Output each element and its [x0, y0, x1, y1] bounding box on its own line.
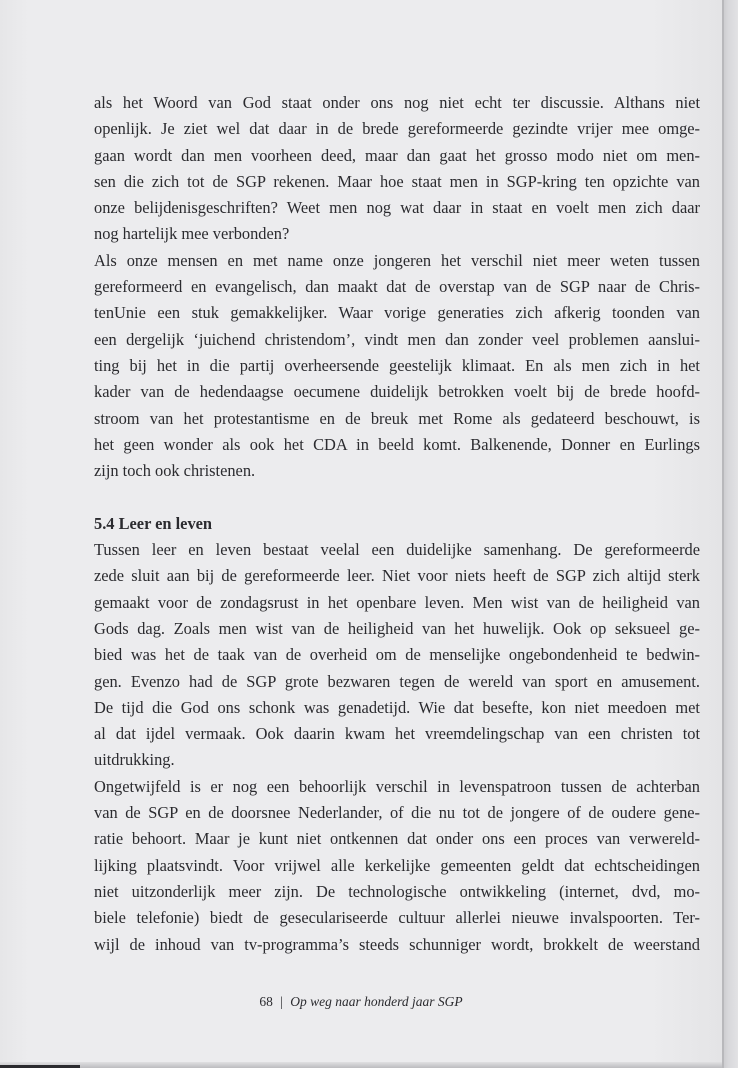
paragraph-2-line: tenUnie een stuk gemakkelijker. Waar vorige generaties zich afkerig toonden van	[94, 303, 700, 323]
section-heading: 5.4 Leer en leven	[94, 513, 213, 533]
paragraph-4-line: niet uitzonderlijk meer zijn. De technologische ontwikkeling (internet, dvd, mo-	[94, 881, 700, 901]
paragraph-2-line: ting bij het in die partij overheersende geestelijk klimaat. En als men zich in het	[94, 355, 700, 375]
body-text	[94, 90, 700, 958]
paragraph-2-line: gereformeerd en evangelisch, dan maakt dat de overstap van de SGP naar de Chris-	[94, 277, 700, 297]
paragraph-3-line: bied was het de taak van de overheid om de menselijke ongebondenheid te bedwin-	[94, 645, 700, 665]
paragraph-2	[94, 248, 700, 485]
paragraph-4-line: lijking plaatsvindt. Voor vrijwel alle kerkelijke gemeenten geldt dat echtscheidingen	[94, 855, 700, 875]
paragraph-2-line: zijn toch ook christenen.	[94, 461, 256, 481]
paragraph-3-line: gemaakt voor de zondagsrust in het openbare leven. Men wist van de heiligheid van	[94, 592, 700, 612]
paragraph-3-line: Gods dag. Zoals men wist van de heiligheid van het huwelijk. Ook op seksueel ge-	[94, 618, 700, 638]
paragraph-4-line: van de SGP en de doorsnee Nederlander, of die nu tot de jongere of de oudere gene-	[94, 803, 700, 823]
paragraph-3	[94, 537, 700, 774]
paragraph-1-line: als het Woord van God staat onder ons nog niet echt ter discussie. Althans niet	[94, 93, 700, 112]
page-edge-shadow	[722, 0, 738, 1068]
paragraph-4-line: biele telefonie) biedt de geseculariseerde cultuur allerlei nieuwe invalspoorten. Ter-	[94, 908, 700, 928]
paragraph-4-line: wijl de inhoud van tv-programma’s steeds schunniger wordt, brokkelt de weerstand	[94, 934, 700, 954]
page-bottom-edge	[0, 1062, 722, 1068]
paragraph-1-line: nog hartelijk mee verbonden?	[94, 224, 290, 244]
paragraph-1-line: onze belijdenisgeschriften? Weet men nog wat daar in staat en voelt men zich daar	[94, 198, 700, 218]
paragraph-2-line: stroom van het protestantisme en de breuk met Rome als gedateerd beschouwt, is	[94, 408, 700, 428]
paragraph-3-line: zede sluit aan bij de gereformeerde leer. Niet voor niets heeft de SGP zich altijd sterk	[94, 566, 700, 586]
paragraph-1-line: gaan wordt dan men voorheen deed, maar dan gaat het grosso modo niet om men-	[94, 145, 700, 165]
paragraph-3-line: uitdrukking.	[94, 750, 175, 770]
paragraph-3-line: Tussen leer en leven bestaat veelal een duidelijke samenhang. De gereformeerde	[94, 540, 700, 560]
paragraph-1	[94, 90, 700, 248]
paragraph-1-line: openlijk. Je ziet wel dat daar in de brede gereformeerde gezindte vrijer mee omge-	[94, 119, 700, 139]
paragraph-2-line: het geen wonder als ook het CDA in beeld komt. Balkenende, Donner en Eurlings	[94, 434, 700, 454]
paragraph-3-line: al dat ijdel vermaak. Ook daarin kwam het vreemdelingschap van een christen tot	[94, 724, 700, 744]
book-title: Op weg naar honderd jaar SGP	[290, 994, 463, 1009]
paragraph-3-line: De tijd die God ons schonk was genadetijd. Wie dat besefte, kon niet meedoen met	[94, 697, 700, 717]
page-edge-line	[722, 0, 724, 1068]
paragraph-4	[94, 774, 700, 958]
page-number: 68	[259, 994, 273, 1009]
footer-separator: |	[280, 994, 283, 1009]
paragraph-2-line: een dergelijk ‘juichend christendom’, vindt men dan zonder veel problemen aanslui-	[94, 329, 700, 349]
paragraph-4-line: ratie behoort. Maar je kunt niet ontkennen dat onder ons een proces van verwereld-	[94, 829, 700, 849]
paragraph-2-line: Als onze mensen en met name onze jongeren het verschil niet meer weten tussen	[94, 250, 700, 270]
page-footer	[0, 994, 722, 1010]
paragraph-4-line: Ongetwijfeld is er nog een behoorlijk verschil in levenspatroon tussen de achterban	[94, 776, 700, 796]
paragraph-3-line: gen. Evenzo had de SGP grote bezwaren tegen de wereld van sport en amusement.	[94, 671, 700, 691]
paragraph-1-line: sen die zich tot de SGP rekenen. Maar hoe staat men in SGP-kring ten opzichte van	[94, 171, 700, 191]
paragraph-2-line: kader van de hedendaagse oecumene duidelijk betrokken voelt bij de brede hoofd-	[94, 382, 700, 402]
